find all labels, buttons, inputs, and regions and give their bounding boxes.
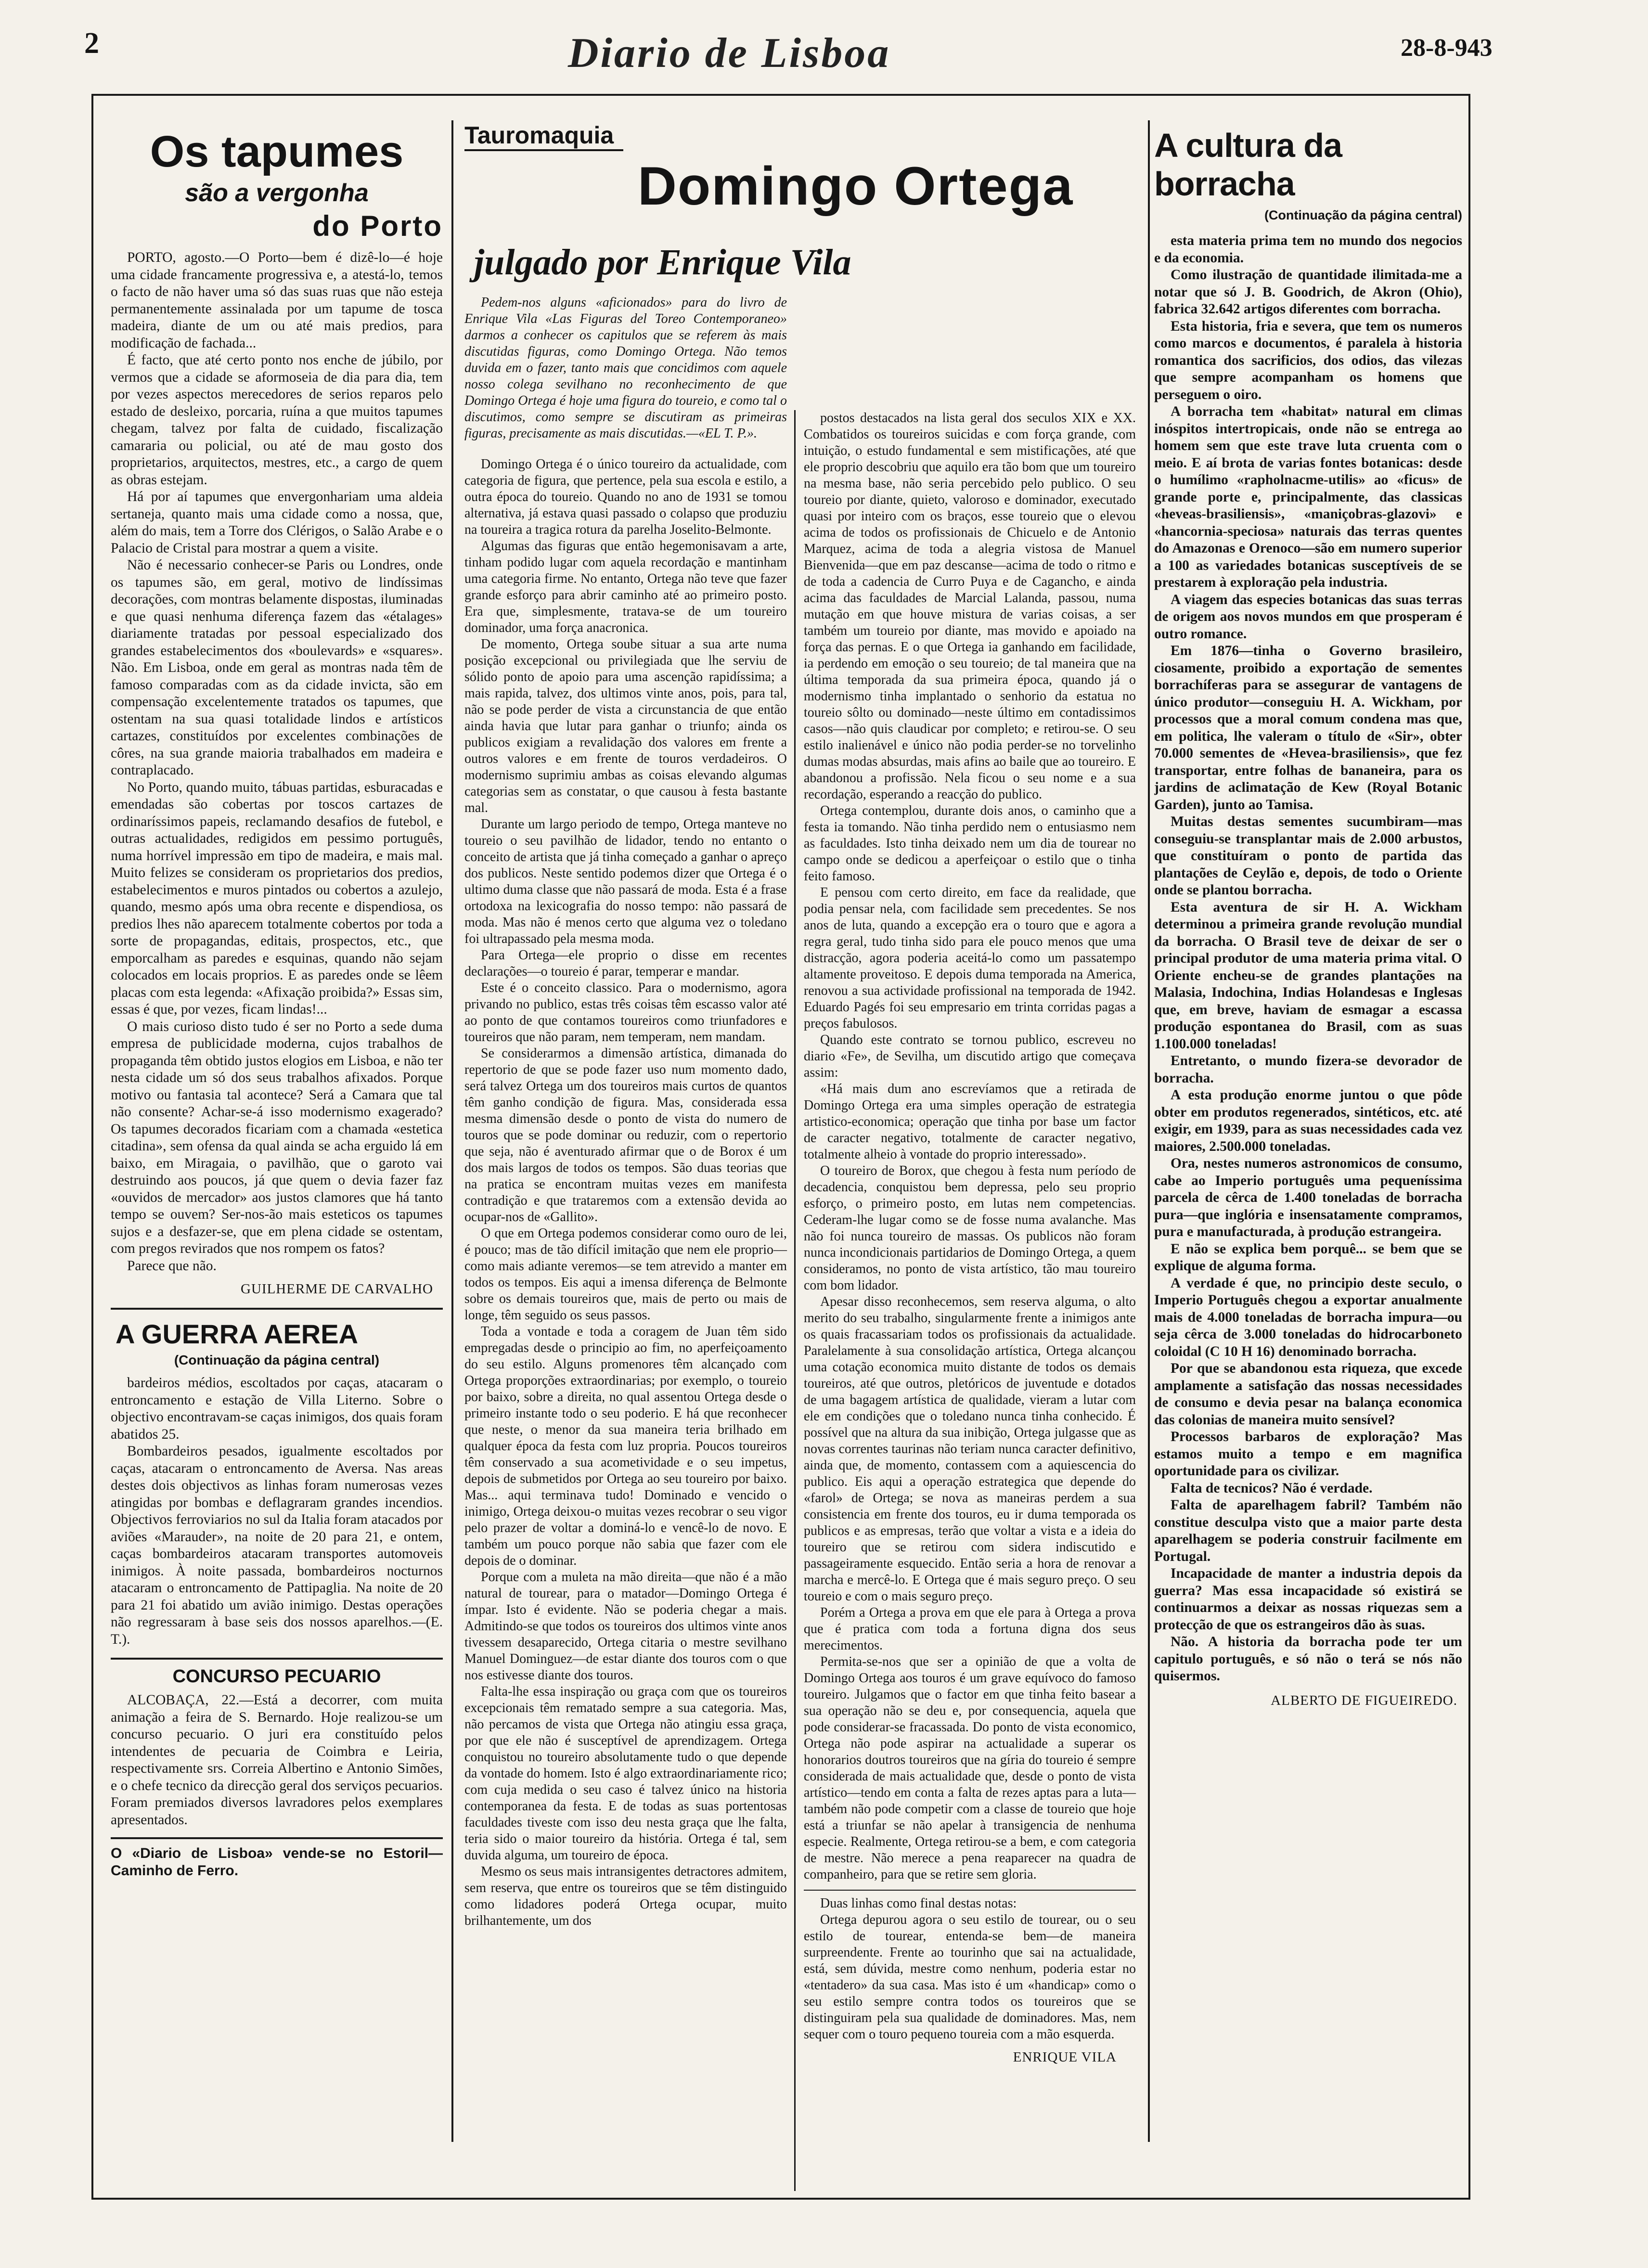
paragraph: ALCOBAÇA, 22.—Está a decorrer, com muita animação a feira de S. Bernardo. Hoje realizou-se um concurso pecuario. O juri era constituído pelos intendentes de pecuaria de Coimbra e Leiria, respectivamente srs. Correia Albertino e Antonio Simões, e o chefe tecnico da direcção geral dos serviços pecuarios. Foram premiados diversos lavradores pelos exemplares apresentados. <box>111 1692 443 1828</box>
estoril-notice: O «Diario de Lisboa» vende-se no Estoril—Caminho de Ferro. <box>111 1845 443 1879</box>
paragraph: Não. A historia da borracha pode ter um capitulo português, e só não o terá se nós não quisermos. <box>1154 1634 1462 1684</box>
paragraph: Este é o conceito classico. Para o modernismo, agora privando no publico, estas três coisas têm escasso valor até ao ponto de que contamos toureiros como triunfadores e toureiros que não param, nem temperam, nem mandam. <box>464 980 787 1044</box>
paragraph: Esta historia, fria e severa, que tem os numeros como marcos e documentos, é paralela à historia romantica dos sacrificios, dos odios, das vilezas que sempre acompanham os homens que perseguem o oiro. <box>1154 318 1462 402</box>
paragraph: Mesmo os seus mais intransigentes detractores admitem, sem reserva, que entre os toureiros que se têm distinguido como lidadores poderá Ortega ocupar, muito brilhantemente, um dos <box>464 1864 787 1928</box>
paragraph: E não se explica bem porquê... se bem que se explique de alguma forma. <box>1154 1241 1462 1274</box>
concurso-title: CONCURSO PECUARIO <box>172 1666 381 1687</box>
borracha-title: A cultura da borracha <box>1154 127 1342 203</box>
divider <box>111 1308 443 1310</box>
paragraph: Como ilustração de quantidade ilimitada-me a notar que só J. B. Goodrich, de Akron (Ohio), fabrica 32.642 artigos diferentes com borracha. <box>1154 267 1462 317</box>
paragraph: postos destacados na lista geral dos seculos XIX e XX. Combatidos os toureiros suicidas e com força grande, com intuição, o estudo fundamental e sem mistificações, até que ele proprio descobriu que aquilo era tão bom que um toureiro na mesma base, não seria percebido pelo publico. O seu toureio por diante, quieto, valoroso e dominador, executado quasi por inteiro com os braços, esse toureio que o elevou acima de todos os profissionais de Chicuelo e de Antonio Marquez, acima de toda a alegria vistosa de Manuel Bienvenida—que em paz descanse—acima de todo o ritmo e de toda a cadencia de Curro Puya e de Cagancho, e ainda acima das faculdades de Marcial Lalanda, passou, numa mutação em que houve mistura de varias coisas, a ser também um toureio por diante, mas movido e apoiado na força das pernas. E o que Ortega ia ganhando em facilidade, ia perdendo em emoção o seu toureio; de tal maneira que na última temporada da sua primeira época, quando já o modernismo tinha implantado o senhorio da estatua no toureio sôlto ou dominado—neste último em contadissimos casos—não quis claudicar por completo; e retirou-se. O seu estilo inalienável e único não podia perder-se no torvelinho dumas modas absurdas, mais afins ao baile que ao toureiro. E abandonou a profissão. Nela ficou o seu nome e a sua recordação, esperando a reacção do publico. <box>804 411 1136 802</box>
paragraph: Por que se abandonou esta riqueza, que excede amplamente a satisfação das nossas necessidades de consumo e devia pesar na balança economica das colonias de maneira muito sensível? <box>1154 1361 1462 1428</box>
paragraph: Muitas destas sementes sucumbiram—mas conseguiu-se transplantar mais de 2.000 arbustos, que constituíram o ponto de partida das plantações de Ceylão e, depois, de todo o Oriente onde se plantou borracha. <box>1154 814 1462 898</box>
paragraph: O que em Ortega podemos considerar como ouro de lei, é pouco; mas de tão difícil imitação que nem ele proprio—como mais adiante veremos—se tem atrevido a manter em todos os tempos. Eis aqui a imensa diferença de Belmonte sobre os demais toureiros que, mais de perto ou mais de longe, têm seguido os seus passos. <box>464 1226 787 1323</box>
tapumes-subtitle2: do Porto <box>312 210 443 242</box>
intro-paragraph: Pedem-nos alguns «aficionados» para do livro de Enrique Vila «Las Figuras del Toreo Contemporaneo» darmos a conhecer os capitulos que se referem às mais discutidas figuras, como Domingo Ortega. Não temos duvida em o fazer, tanto mais que concidimos com aquele nosso colega sevilhano no reconhecimento de que Domingo Ortega é hoje uma figura do toureio, e como tal o discutimos, como sempre se discutiram as primeiras figuras, precisamente as mais discutidas.—«EL T. P.». <box>464 295 787 441</box>
tapumes-article <box>111 128 443 1297</box>
tapumes-signature: GUILHERME DE CARVALHO <box>241 1281 433 1297</box>
paragraph: «Há mais dum ano escrevíamos que a retirada de Domingo Ortega era uma simples operação de estrategia artistico-economica; operação que tinha por base um factor de caracter negativo, totalmente de caracter negativo, totalmente alheio à vontade do proprio interessado». <box>804 1082 1136 1162</box>
divider <box>804 1890 1136 1891</box>
paragraph: Ora, nestes numeros astronomicos de consumo, cabe ao Imperio português uma pequeníssima parcela de cêrca de 1.400 toneladas de borracha pura—que inglória e insensatamente compramos, pura e manufacturada, à produção estrangeira. <box>1154 1156 1462 1239</box>
paragraph: A borracha tem «habitat» natural em climas inóspitos intertropicais, onde não se entrega ao homem sem que este trave luta cruenta com o meio. E aí brota de varias fontes botanicas: desde o humílimo «rapholnacme-utilis» ao «ficus» de grande porte e, principalmente, das classicas «heveas-brasiliensis», «maniçobras-glazovi» e «hancornia-speciosa» naturais das terras quentes do Amazonas e Orenoco—são em numero superior a 100 as variedades botanicas susceptíveis de se prestarem à exploração pela industria. <box>1154 404 1462 590</box>
paragraph: esta materia prima tem no mundo dos negocios e da economia. <box>1154 233 1462 266</box>
borracha-subtitle: (Continuação da página central) <box>1264 208 1462 222</box>
newspaper-title: Diario de Lisboa <box>568 30 891 77</box>
guerra-article <box>111 1318 443 1648</box>
page-number: 2 <box>84 27 99 60</box>
paragraph: Para Ortega—ele proprio o disse em recentes declarações—o toureio é parar, temperar e mandar. <box>464 948 787 979</box>
paragraph: Há por aí tapumes que envergonhariam uma aldeia sertaneja, quanto mais uma cidade como a nossa, que, além do mais, tem a Torre dos Clérigos, o Salão Arabe e o Palacio de Cristal para mostrar a quem a visite. <box>111 489 443 556</box>
tauromaquia-signature: ENRIQUE VILA <box>1013 2049 1117 2065</box>
paragraph: Durante um largo periodo de tempo, Ortega manteve no toureio o seu pavilhão de lidador, tendo no entanto o conceito de artista que já tinha começado a ganhar o apreço dos publicos. Neste sentido podemos dizer que Ortega é o ultimo duma classe que não passará de moda. Esta é a frase ortodoxa na lexicografia do nosso tempo: não passará de moda. Mas não é menos certo que alguma vez o toledano foi ultrapassado pela mesma moda. <box>464 817 787 946</box>
paragraph: Domingo Ortega é o único toureiro da actualidade, com categoria de figura, que pertence, pela sua escola e estilo, a outra época do toureio. Quando no ano de 1931 se tomou alternativa, já estava quasi passado o colapso que produziu na toureira a tragica rotura da parelha Joselito-Belmonte. <box>464 457 787 537</box>
column-rule <box>1148 120 1150 2142</box>
concurso-article <box>111 1666 443 1829</box>
tapumes-title: Os tapumes <box>150 127 404 176</box>
paragraph: A verdade é que, no principio deste seculo, o Imperio Português chegou a exportar anualmente mais de 4.000 toneladas de borracha impura—ou seja cêrca de 3.000 toneladas do hidrocarboneto coloidal (C 10 H 16) denominado borracha. <box>1154 1275 1462 1359</box>
paragraph: Ortega depurou agora o seu estilo de tourear, ou o seu estilo de tourear, entenda-se bem—de maneira surpreendente. Frente ao tourinho que sai na actualidade, está, sem dúvida, mestre como nenhum, poderia estar no «tentadero» da sua casa. Mas isto é um «handicap» como o seu estilo sempre contra todos os toureiros que se distinguiram pela sua qualidade de dominadores. Mas, nem sequer com o touro pequeno toureia com a mão esquerda. <box>804 1912 1136 2042</box>
paragraph: Porém a Ortega a prova em que ele para à Ortega a prova que é pratica com toda a fortuna digna dos seus merecimentos. <box>804 1605 1136 1653</box>
tauromaquia-subtitle: julgado por Enrique Vila <box>474 242 851 283</box>
divider <box>111 1837 443 1839</box>
paragraph: Quando este contrato se tornou publico, escreveu no diario «Fe», de Sevilha, um discutido artigo que começava assim: <box>804 1032 1136 1080</box>
paragraph: Toda a vontade e toda a coragem de Juan têm sido empregadas desde o principio ao fim, no aperfeiçoamento do seu estilo. Alguns promenores têm alcançado com Ortega proporções extraordinarias; por exemplo, o toureio por baixo, sobre a direita, no qual assentou Ortega desde o primeiro instante todo o seu poderio. E há que reconhecer que neste, o menor da sua maneira teria brilhado em qualquer época da festa com luz propria. Poucos toureiros têm conservado a sua acometividade e o seu impetus, depois de submetidos por Ortega ao seu toureiro por baixo. Mas... aqui terminava tudo! Dominado e vencido o inimigo, Ortega deixou-o muitas vezes recobrar o seu vigor pelo prazer de voltar a dominá-lo e vencê-lo de novo. E também um pouco porque não sabia que fazer com ele depois de o dominar. <box>464 1324 787 1568</box>
paragraph: Duas linhas como final destas notas: <box>820 1896 1017 1911</box>
paragraph: O mais curioso disto tudo é ser no Porto a sede duma empresa de publicidade moderna, cujos trabalhos de propaganda têm obtido justos elogios em Lisboa, e não ter nesta cidade um só dos seus trabalhos afixados. Porque motivo ou fantasia tal acontece? Será a Camara que tal não consente? Achar-se-á isso modernismo exagerado? Os tapumes decorados ficariam com a chamada «estetica citadina», sem ofensa da qual ainda se acha erguido lá em baixo, em Miragaia, o pavilhão, que o garoto vai destruindo aos poucos, já que quem o devia fazer faz «ouvidos de mercador» aos justos clamores que há tanto tempo se ouvem? Ser-nos-ão mais esteticos os tapumes sujos e a desfazer-se, que em plena cidade se ostentam, com pregos revirados que nos rompem os fatos? <box>111 1018 443 1256</box>
paragraph: Apesar disso reconhecemos, sem reserva alguma, o alto merito do seu trabalho, singularmente frente a inimigos ante os quais fracassariam todos os profissionais da actualidade. Paralelamente à sua consolidação artística, Ortega alcançou uma cotação economica muito distante de todos os demais toureiros, até que outros, pletóricos de juventude e dotados de uma bagagem artística de qualidade, vieram a lutar com ele em condições que o toledano nunca tinha conhecido. É possível que na altura da sua inibição, Ortega julgasse que as novas correntes taurinas não teriam nunca caracter definitivo, ainda que, de momento, contassem com a aquiescencia do publico. Eis aqui a operação estrategica que depende do «farol» de Ortega; se nova as maneiras perdem a sua consistencia em frente dos touros, eu ir duma temporada os publicos e as empresas, terão que voltar a vista e a ideia do toureiro que se retirou com sidera indiscutido e passageiramente esquecido. Então seria a hora de renovar a marcha e mercê-lo. E Ortega que é mais seguro preço. O seu toureio e com o mais seguro preço. <box>804 1294 1136 1604</box>
column-left <box>111 123 443 2192</box>
divider <box>111 1658 443 1660</box>
paragraph: Porque com a muleta na mão direita—que não é a mão natural de tourear, para o matador—Domingo Ortega é ímpar. Isto é evidente. Não se poderia chegar a mais. Admitindo-se que todos os toureiros dos ultimos vinte anos tivessem desaparecido, Ortega citaria o mestre sevilhano Manuel Dominguez—de estar diante dos touros com o que nos estivesse diante dos touros. <box>464 1570 787 1683</box>
borracha-signature: ALBERTO DE FIGUEIREDO. <box>1271 1692 1457 1708</box>
tauromaquia-article <box>460 121 1143 2191</box>
paragraph: Esta aventura de sir H. A. Wickham determinou a primeira grande revolução mundial da borracha. O Brasil teve de deixar de ser o principal produtor de uma materia prima vital. O Oriente encheu-se de grandes plantações na Malasia, Indochina, Indias Holandesas e Inglesas que, em breve, haviam de esmagar a escassa produção espontanea do Brasil, com as suas 1.100.000 toneladas! <box>1154 899 1462 1052</box>
paragraph: Parece que não. <box>127 1258 217 1274</box>
paragraph: A esta produção enorme juntou o que pôde obter em produtos regenerados, sintéticos, etc. até exigir, em 1939, para as suas necessidades cada vez maiores, 2.500.000 toneladas. <box>1154 1087 1462 1154</box>
borracha-article <box>1154 126 1462 2196</box>
paragraph: PORTO, agosto.—O Porto—bem é dizê-lo—é hoje uma cidade francamente progressiva e, a atestá-lo, temos o facto de não haver uma só das suas ruas que não esteja permanentemente assinalada por um tapume de tosca madeira, diante de um ou até mais predios, para modificação de fachada... <box>111 250 443 351</box>
paragraph: Permita-se-nos que ser a opinião de que a volta de Domingo Ortega aos touros é um grave equívoco do famoso toureiro. Julgamos que o factor em que tinha feito basear a sua operação não se deu e, por consequencia, aquela que pode considerar-se fracassada. Do ponto de vista economico, Ortega não pode aspirar na actualidade a superar os honorarios doutros toureiros que na gíria do toureio é sempre considerada de mais actualidade que, desde o ponto de vista artístico—tendo em conta a falta de rezes aptas para a luta—também não pode competir com a classe de toureio que hoje está a triunfar se não apelar à transigencia de nenhuma especie. Realmente, Ortega retirou-se a bem, e com categoria de mestre. Não merece a pena reaparecer na quadra de companheiro, para que se retire sem gloria. <box>804 1654 1136 1882</box>
paragraph: Ortega contemplou, durante dois anos, o caminho que a festa ia tomando. Não tinha perdido nem o entusiasmo nem as faculdades. Isto tinha deixado nem um dia de tourear no campo onde se dedicou a aperfeiçoar o estilo que o tinha feito famoso. <box>804 803 1136 884</box>
paragraph: É facto, que até certo ponto nos enche de júbilo, por vermos que a cidade se aformoseia de dia para dia, tem por vezes aspectos merecedores de serios reparos pelo estado de desleixo, porcaria, ruína a que muitos tapumes chegam, talvez por falta de cuidado, fiscalização camararia ou policial, ou até de mau gosto dos proprietarios, arquitectos, mestres, etc., a cargo de quem as obras estejam. <box>111 352 443 488</box>
section-label: Tauromaquia <box>464 121 623 151</box>
tauromaquia-col-b <box>804 410 1136 2065</box>
paragraph: Incapacidade de manter a industria depois da guerra? Mas essa incapacidade só existirá se continuarmos a deixar as nossas riquezas sem a protecção de que os estrangeiros dão às suas. <box>1154 1566 1462 1633</box>
paragraph: Algumas das figuras que então hegemonisavam a arte, tinham podido lugar com aquela recordação e mantinham uma categoria firme. No entanto, Ortega não teve que fazer grande esforço para abrir caminho até ao primeiro posto. Era que, simplesmente, tratava-se de um toureiro dominador, uma força anacronica. <box>464 539 787 635</box>
masthead <box>0 0 1648 91</box>
paragraph: E pensou com certo direito, em face da realidade, que podia pensar nela, com facilidade sem precedentes. Se nos anos de luta, quando a excepção era o touro que e agora a regra geral, tudo tinha sido para ele pouco menos que uma distracção, agora poderia aceitá-lo como um passatempo altamente proveitoso. E depois duma temporada na America, renovou a sua actividade profissional na temporada de 1942. Eduardo Pagés foi seu empresario em trinta corridas pagas a preços fabulosos. <box>804 885 1136 1031</box>
paragraph: bardeiros médios, escoltados por caças, atacaram o entroncamento e estação de Villa Literno. Sobre o objectivo encontravam-se caças inimigos, dos quais foram abatidos 25. <box>111 1375 443 1442</box>
issue-date: 28-8-943 <box>1401 34 1493 62</box>
paragraph: Se considerarmos a dimensão artística, dimanada do repertorio de que se pode fazer uso num momento dado, será talvez Ortega um dos toureiros mais curtos de quantos têm ganho condição de figura. Mas, considerada essa mesma dimensão desde o ponto de vista do numero de touros que se pode dominar ou reduzir, com o repertorio que seja, não é aventurado afirmar que o de Borox é um dos mais largos de todos os tempos. São duas teorias que na pratica se encontram muitas vezes em manifesta contradição e que trataremos com a extensão devida ao ocupar-nos de «Gallito». <box>464 1046 787 1224</box>
paragraph: Falta-lhe essa inspiração ou graça com que os toureiros excepcionais têm rematado sempre a sua categoria. Mas, não percamos de vista que Ortega não atingiu essa graça, por que ele não é susceptível de aprendizagem. Ortega conquistou no toureiro absolutamente tudo o que depende da vontade do homem. Isto é algo extraordinariamente rico; com cuja medida o seu caso é talvez único na historia contemporanea da festa. E de todas as suas portentosas faculdades tiveste com isso deu nesta graça que lhe falta, teria sido o maior toureiro da história. Ortega é tal, sem duvida alguma, um toureiro de época. <box>464 1684 787 1863</box>
paragraph: Em 1876—tinha o Governo brasileiro, ciosamente, proibido a exportação de sementes borrachíferas para se assegurar de vantagens de único produtor—conseguiu H. A. Wickham, por processos que a moral comum condena mas que, em politica, lhe valeram o título de «Sir», obter 70.000 sementes de «Hevea-brasiliensis», que fez transportar, entre folhas de bananeira, para os jardins de aclimatação de Kew (Royal Botanic Garden), junto ao Tamisa. <box>1154 643 1462 812</box>
paragraph: Falta de tecnicos? Não é verdade. <box>1171 1480 1373 1496</box>
paragraph: No Porto, quando muito, tábuas partidas, esburacadas e emendadas são cobertas por toscos cartazes de ordinaríssimos papeis, reclamando desafios de futebol, e outras actualidades, redigidos em pessimo português, numa horrível impressão em tipo de madeira, e mais mal. Muito felizes se consideram os proprietarios dos predios, estabelecimentos e muros pintados ou cobertos a azulejo, quando, mesmo após uma obra recente e dispendiosa, os predios lhes não aparecem totalmente cobertos por toda a sorte de propagandas, editais, prospectos, etc., que emporcalham as paredes e esquinas, quando não sejam colocados em locais proprios. E as paredes onde se lêem placas com esta legenda: «Afixação proibida?» Essas sim, essas é que, por vezes, ficam lindas!... <box>111 779 443 1017</box>
paragraph: A viagem das especies botanicas das suas terras de origem aos novos mundos em que prosperam é outro romance. <box>1154 592 1462 642</box>
paragraph: Bombardeiros pesados, igualmente escoltados por caças, atacaram o entroncamento de Aversa. Nas areas destes dois objectivos as linhas foram numerosas vezes atingidas por bombas e deflagraram grandes incendios. Objectivos ferroviarios no sul da Italia foram atacados por aviões «Marauder», na noite de 20 para 21, e ontem, caças bombardeiros atacaram transportes automoveis inimigos. À noite passada, bombardeiros nocturnos atacaram o entroncamento de Pattipaglia. Na noite de 20 para 21 foi abatido um avião inimigo. Destas operações não regressaram à base seis dos nossos aparelhos.—(E. T.). <box>111 1443 443 1647</box>
tapumes-subtitle1: são a vergonha <box>185 179 369 207</box>
column-rule <box>794 410 796 2191</box>
paragraph: Não é necessario conhecer-se Paris ou Londres, onde os tapumes são, em geral, motivo de lindíssimas decorações, com montras belamente dispostas, iluminadas e que quasi nenhuma diferença fazem das «étalages» diariamente tratadas por pessoal especializado dos grandes estabelecimentos dos «boulevards» e «squares». Não. Em Lisboa, onde em geral as montras nada têm de famoso comparadas com as da cidade invicta, são em compensação excelentemente tratados os tapumes, que ostentam na sua quasi totalidade lindos e artísticos cartazes, constituídos por excelentes combinações de côres, na sua grande maioria trabalhados em madeira e contraplacado. <box>111 557 443 778</box>
paragraph: Falta de aparelhagem fabril? Também não constitue desculpa visto que a maior parte desta aparelhagem se poderia construir facilmente em Portugal. <box>1154 1497 1462 1564</box>
paragraph: O toureiro de Borox, que chegou à festa num período de decadencia, conquistou bem depressa, pelo seu proprio esforço, o primeiro posto, em lutas nem competencias. Cederam-lhe lugar como se de fosse numa avalanche. Mas não foi nunca toureiro de massas. Os publicos não foram nunca incondicionais partidarios de Domingo Ortega, a quem consideramos, no ponto de vista artístico, tão mau toureiro com bom lidador. <box>804 1163 1136 1293</box>
paragraph: De momento, Ortega soube situar a sua arte numa posição excepcional ou privilegiada que lhe serviu de sólido ponto de apoio para uma ascenção rapidíssima; a mais rapida, talvez, dos ultimos vinte anos, pois, para tal, não se pode perder de vista a circunstancia de que então ainda havia que lutar para ganhar o triunfo; ainda os publicos exigiam a revalidação dos valores em frente a outros valores e em frente de touros verdadeiros. O modernismo suprimiu ambas as coisas elevando algumas categorias sem as constatar, o que causou à festa bastante mal. <box>464 637 787 815</box>
guerra-title: A GUERRA AEREA <box>116 1319 359 1349</box>
column-rule <box>451 120 453 2142</box>
tauromaquia-title: Domingo Ortega <box>638 156 1074 216</box>
paragraph: Entretanto, o mundo fizera-se devorador de borracha. <box>1154 1053 1462 1086</box>
tauromaquia-col-a <box>464 295 787 1929</box>
guerra-subtitle: (Continuação da página central) <box>174 1353 380 1367</box>
paragraph: Processos barbaros de exploração? Mas estamos muito a tempo e em magnifica oportunidade para os civilizar. <box>1154 1429 1462 1479</box>
